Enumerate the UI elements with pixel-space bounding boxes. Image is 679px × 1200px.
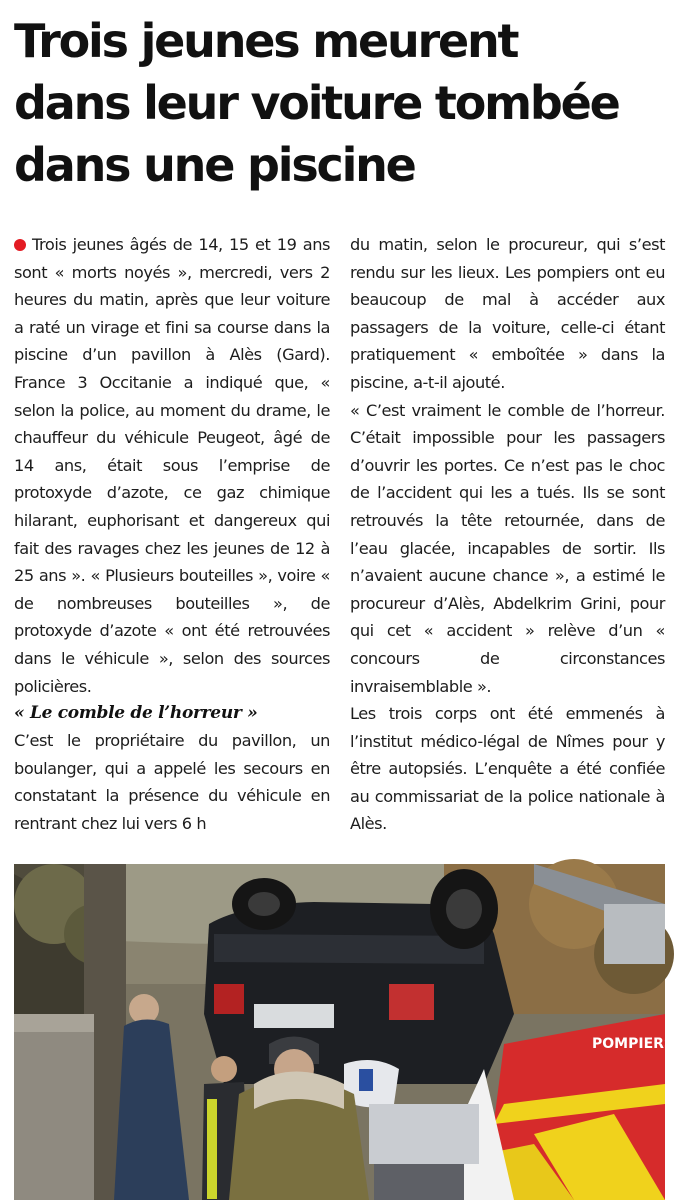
paragraph-text: Trois jeunes âgés de 14, 15 et 19 ans sont « morts noyés », mercredi, vers 2 heures du matin, après que leur voiture a raté un virage et fini sa course dans la piscine d’un pavillon à Alès (Gard). France 3 Occitanie a indiqué que, « selon la police, au moment du drame, le chauffeur du véhicule Peugeot, âgé de 14 ans, était sous l’emprise de protoxyde d’azote, ce gaz chimique hilarant, euphorisant et dangereux qui fait des ravages chez les jeunes de 12 à 25 ans ». « Plusieurs bouteilles », voire « de nombreuses bouteilles », de protoxyde d’azote « ont été retrouvées dans le véhicule », selon des sources policières. bbox=[14, 235, 330, 696]
paragraph bbox=[14, 231, 330, 700]
section-subheading: « Le comble de l’horreur » bbox=[14, 703, 258, 724]
article-headline bbox=[14, 10, 669, 196]
headline-line: dans leur voiture tombée bbox=[14, 76, 619, 130]
truck-label: POMPIERS bbox=[592, 1036, 674, 1052]
paragraph: du matin, selon le procureur, qui s’est rendu sur les lieux. Les pompiers ont eu beaucoup de mal à accéder aux passagers de la voiture, celle-ci étant pratiquement « emboîtée » dans la piscine, a-t-il ajouté. bbox=[350, 235, 665, 392]
paragraph: « C’est vraiment le comble de l’horreur. C’était impossible pour les passagers d’ouvrir les portes. Ce n’est pas le choc de l’accident qui les a tués. Ils se sont retrouvés la tête retournée, dans de l’eau glacée, incapables de sortir. Ils n’avaient aucune chance », a estimé le procureur d’Alès, Abdelkrim Grini, pour qui cet « accident » relève d’un « concours de circonstances invraisemblable ». bbox=[350, 400, 665, 696]
paragraph: C’est le propriétaire du pavillon, un boulanger, qui a appelé les secours en constatant la présence du véhicule en rentrant chez lui vers 6 h bbox=[14, 731, 330, 833]
right-column bbox=[350, 231, 665, 838]
headline-line: dans une piscine bbox=[14, 138, 415, 192]
news-photo bbox=[14, 864, 674, 1200]
headline-line: Trois jeunes meurent bbox=[14, 14, 518, 68]
left-column bbox=[14, 231, 330, 837]
red-bullet-icon bbox=[14, 239, 26, 251]
photo-illustration bbox=[14, 864, 674, 1200]
paragraph: Les trois corps ont été emmenés à l’institut médico-légal de Nîmes pour y être autopsiés. L’enquête a été confiée au commissariat de la police nationale à Alès. bbox=[350, 704, 665, 834]
